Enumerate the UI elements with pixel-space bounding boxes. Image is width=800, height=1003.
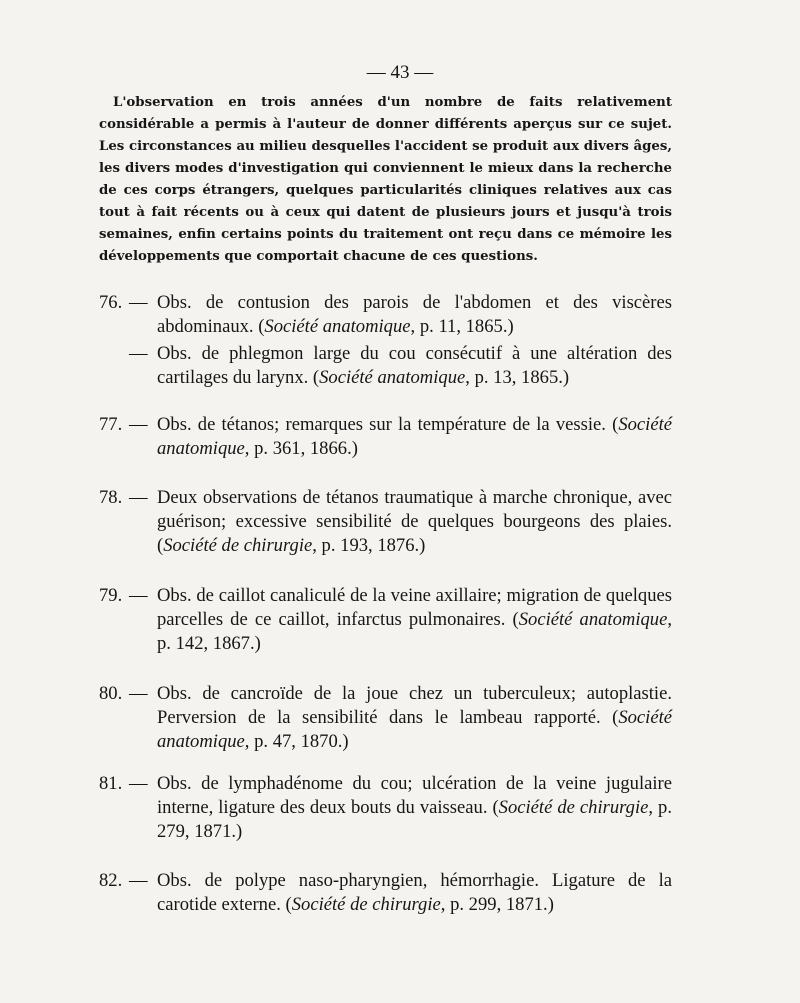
entry-number: 81.: [99, 773, 123, 794]
entry-number: 76.: [99, 292, 123, 313]
entry-citation: , p. 13, 1865.): [465, 367, 570, 388]
entry-source: Société anatomique: [157, 707, 672, 752]
entry-number: 82.: [99, 870, 123, 891]
entry-row: [99, 682, 672, 754]
entry-81: [99, 772, 672, 844]
entry-76: [99, 291, 672, 390]
entry-row: [99, 342, 672, 390]
entry-dash: —: [129, 870, 148, 891]
entry-82: [99, 869, 672, 917]
entry-text: Obs. de cancroïde de la joue chez un tuberculeux; autoplastie. Perversion de la sensibilité dans le lambeau rapporté. (: [157, 683, 672, 728]
entry-78: [99, 486, 672, 558]
entry-source: Société de chirurgie: [163, 535, 313, 556]
entry-dash: —: [129, 487, 148, 508]
entry-source: Société anatomique: [319, 367, 466, 388]
entry-number: 77.: [99, 414, 123, 435]
entry-text: Obs. de phlegmon large du cou consécutif à une altération des cartilages du larynx. (: [157, 343, 672, 388]
entry-text: Deux observations de tétanos traumatique à marche chronique, avec guérison; excessive sensibilité de quelques bourgeons des plaies. (: [157, 487, 672, 556]
entry-77: [99, 413, 672, 461]
entry-dash: —: [129, 292, 148, 313]
entry-row: [99, 291, 672, 339]
entry-citation: , p. 299, 1871.): [440, 894, 554, 915]
entry-row: [99, 869, 672, 917]
entry-text: Obs. de tétanos; remarques sur la température de la vessie. (: [157, 414, 619, 435]
entry-citation: , p. 11, 1865.): [410, 316, 514, 337]
page-number: — 43 —: [366, 62, 434, 83]
entry-source: Société anatomique: [157, 414, 672, 459]
entry-row: [99, 413, 672, 461]
entry-source: Société de chirurgie: [498, 797, 649, 818]
entry-row: [99, 486, 672, 558]
entry-source: Société de chirurgie: [291, 894, 441, 915]
entry-text: Obs. de caillot canaliculé de la veine axillaire; migration de quelques parcelles de ce caillot, infarctus pulmonaires. (: [157, 585, 672, 630]
intro-paragraph: L'observation en trois années d'un nombre de faits relativement considérable a permis à l'auteur de donner différents aperçus sur ce sujet. Les circonstances au milieu desquelles l'accident se produit aux divers âges, les divers modes d'investigation qui conviennent le mieux dans la recherche de ces corps étrangers, quelques particularités cliniques relatives aux cas tout à fait récents ou à ceux qui datent de plusieurs jours et jusqu'à trois semaines, enfin certains points du traitement ont reçu dans ce mémoire les développements que comportait chacune de ces questions.: [99, 95, 672, 264]
entry-citation: , p. 279, 1871.): [157, 797, 672, 842]
entry-citation: , p. 361, 1866.): [244, 438, 358, 459]
entry-79: [99, 584, 672, 656]
entry-source: Société anatomique: [518, 609, 668, 630]
entry-text: Obs. de lymphadénome du cou; ulcération de la veine jugulaire interne, ligature des deux bouts du vaisseau. (: [157, 773, 672, 818]
entry-row: [99, 584, 672, 656]
entry-text: Obs. de polype naso-pharyngien, hémorrhagie. Ligature de la carotide externe. (: [157, 870, 672, 915]
entry-citation: , p. 142, 1867.): [157, 609, 672, 654]
entry-number: 79.: [99, 585, 123, 606]
entry-row: [99, 772, 672, 844]
entry-citation: , p. 47, 1870.): [244, 731, 349, 752]
entry-dash: —: [129, 585, 148, 606]
entry-text: Obs. de contusion des parois de l'abdomen et des viscères abdominaux. (: [157, 292, 672, 337]
entry-citation: , p. 193, 1876.): [312, 535, 426, 556]
entry-source: Société anatomique: [264, 316, 411, 337]
entry-number: 78.: [99, 487, 123, 508]
entry-dash: —: [129, 414, 148, 435]
entry-number: 80.: [99, 683, 123, 704]
entry-dash: —: [129, 683, 148, 704]
entry-80: [99, 682, 672, 754]
entry-dash: —: [129, 773, 148, 794]
entry-dash: —: [129, 343, 148, 364]
